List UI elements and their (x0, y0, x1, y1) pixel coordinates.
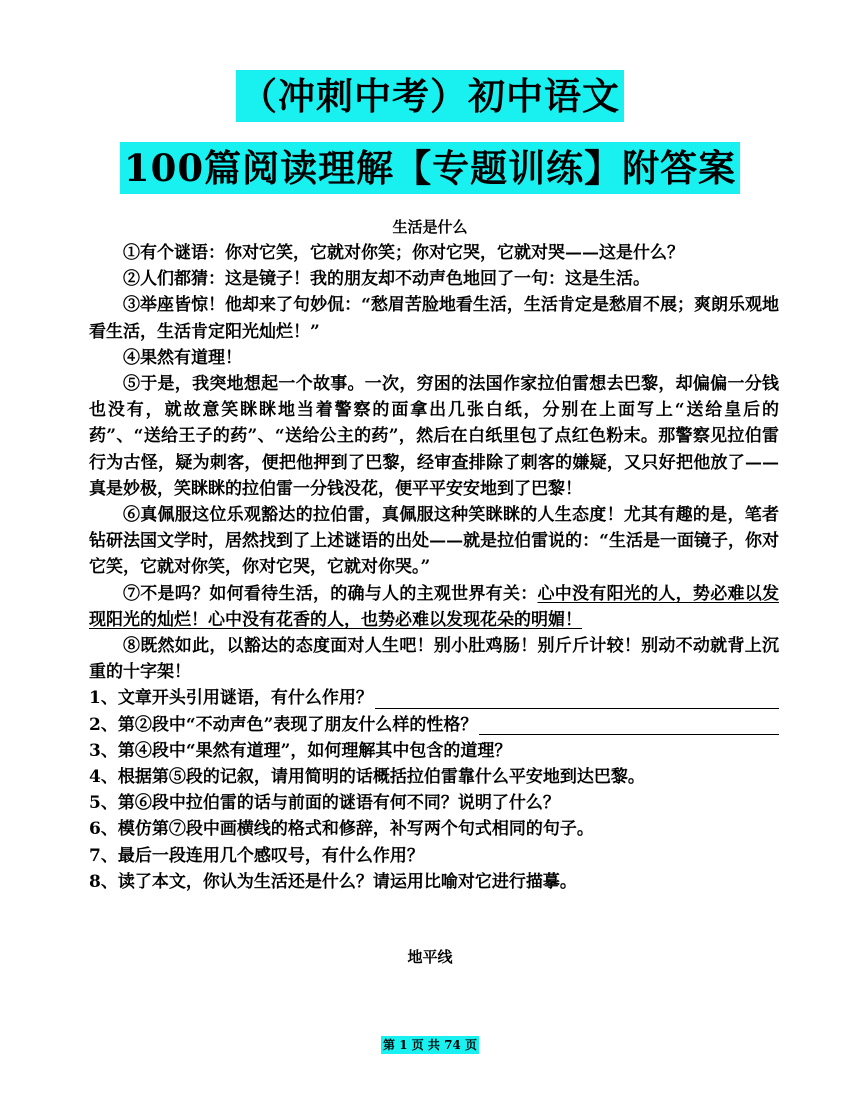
paragraph-3: ③举座皆惊！他却来了句妙侃：“愁眉苦脸地看生活，生活肯定是愁眉不展；爽朗乐观地看生活，生活肯定阳光灿烂！” (89, 295, 779, 342)
paragraph-6: ⑥真佩服这位乐观豁达的拉伯雷，真佩服这种笑眯眯的人生态度！尤其有趣的是，笔者钻研法国文学时，居然找到了上述谜语的出处——就是拉伯雷说的：“生活是一面镜子，你对它笑，它就对你笑，你对它哭，它就对你哭。” (89, 505, 779, 578)
paragraph-2: ②人们都猜：这是镜子！我的朋友却不动声色地回了一句：这是生活。 (123, 269, 650, 290)
paragraph-7-intro: ⑦不是吗？如何看待生活，的确与人的主观世界有关： (123, 583, 538, 604)
main-title-line-2: 100篇阅读理解【专题训练】附答案 (120, 142, 740, 194)
page-number: 第 1 页 共 74 页 (383, 1038, 477, 1052)
article-body (89, 240, 779, 895)
question-3 (89, 738, 779, 764)
paragraph-8: ⑧既然如此，以豁达的态度面对人生吧！别小肚鸡肠！别斤斤计较！别动不动就背上沉重的十字架！ (89, 636, 779, 683)
paragraph-7-underlined-sentence: 心中没有阳光的人，势必难以发现阳光的灿烂！心中没有花香的人，也势必难以发现花朵的明媚！ (89, 583, 780, 630)
document-header (0, 70, 860, 194)
paragraph-1: ①有个谜语：你对它笑，它就对你笑；你对它哭，它就对哭——这是什么？ (123, 243, 684, 263)
question-5 (89, 790, 779, 816)
question-3-text: 3、第④段中“果然有道理”，如何理解其中包含的道理？ (89, 740, 512, 761)
paragraph-7 (89, 581, 779, 633)
question-7 (89, 843, 779, 869)
paragraph-5: ⑤于是，我突地想起一个故事。一次，穷困的法国作家拉伯雷想去巴黎，却偏偏一分钱也没有，就故意笑眯眯地当着警察的面拿出几张白纸，分别在上面写上“送给皇后的药”、“送给王子的药”、“送给公主的药”，然后在白纸里包了点红色粉末。那警察见拉伯雷行为古怪，疑为刺客，便把他押到了巴黎，经审查排除了刺客的嫌疑，又只好把他放了——真是妙极，笑眯眯的拉伯雷一分钱没花，便平平安安地到了巴黎！ (89, 374, 779, 499)
question-2-text: 2、第②段中“不动声色”表现了朋友什么样的性格？ (89, 714, 478, 735)
page-footer (0, 1034, 860, 1054)
answer-blank-2[interactable] (479, 733, 779, 735)
question-1 (89, 685, 779, 711)
question-1-text: 1、文章开头引用谜语，有什么作用？ (89, 688, 373, 709)
question-4 (89, 764, 779, 790)
question-8 (89, 869, 779, 895)
question-2 (89, 712, 779, 738)
question-7-text: 7、最后一段连用几个感叹号，有什么作用？ (89, 845, 424, 866)
question-5-text: 5、第⑥段中拉伯雷的话与前面的谜语有何不同？说明了什么？ (89, 793, 560, 814)
next-article-title: 地平线 (407, 948, 453, 966)
question-8-text: 8、读了本文，你认为生活还是什么？请运用比喻对它进行描摹。 (89, 871, 577, 892)
article-title: 生活是什么 (392, 218, 468, 236)
paragraph-4: ④果然有道理！ (123, 347, 242, 368)
main-title-line-1: （冲刺中考）初中语文 (236, 70, 624, 122)
question-6-text: 6、模仿第⑦段中画横线的格式和修辞，补写两个句式相同的句子。 (89, 819, 594, 840)
answer-blank-1[interactable] (375, 707, 779, 709)
question-4-text: 4、根据第⑤段的记叙，请用简明的话概括拉伯雷靠什么平安地到达巴黎。 (89, 767, 645, 788)
question-6 (89, 816, 779, 842)
